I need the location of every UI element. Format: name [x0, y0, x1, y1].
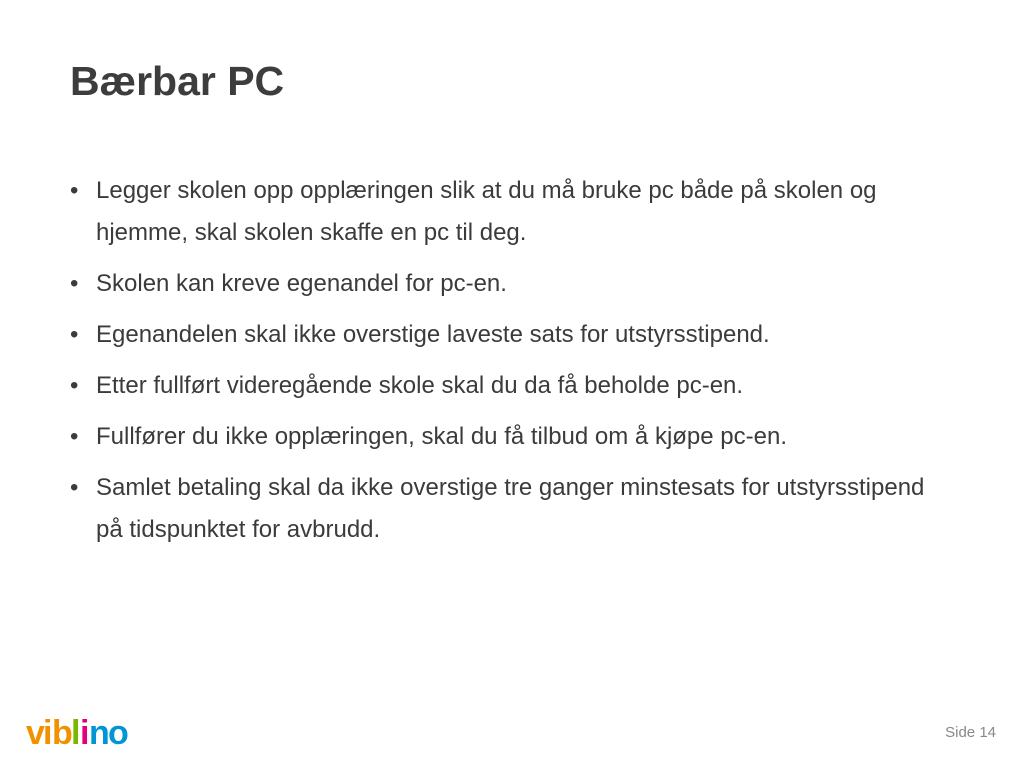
logo-letter: o	[108, 714, 129, 752]
logo-letter: i	[43, 714, 53, 752]
bullet-item	[70, 416, 950, 458]
bullet-marker: •	[70, 423, 79, 450]
bullet-text: Samlet betaling skal da ikke overstige tre ganger minstesats for utstyrsstipend på tidspunktet for avbrudd.	[96, 474, 925, 543]
bullet-marker: •	[70, 474, 79, 501]
bullet-item	[70, 314, 950, 356]
bullet-text: Etter fullført videregående skole skal du da få beholde pc-en.	[96, 372, 744, 399]
bullet-list	[70, 170, 950, 560]
viblino-logo-mark	[24, 708, 144, 752]
bullet-marker: •	[70, 177, 79, 204]
slide-title: Bærbar PC	[70, 58, 285, 104]
bullet-marker: •	[70, 321, 79, 348]
bullet-item	[70, 467, 950, 551]
viblino-logo	[24, 708, 144, 752]
logo-letter: v	[26, 714, 45, 752]
bullet-text: Fullfører du ikke opplæringen, skal du få tilbud om å kjøpe pc-en.	[96, 423, 787, 450]
logo-letter: l	[71, 714, 81, 752]
bullet-marker: •	[70, 372, 79, 399]
bullet-item	[70, 365, 950, 407]
logo-letter: n	[89, 714, 110, 752]
bullet-item	[70, 170, 950, 254]
logo-letter: b	[52, 714, 73, 752]
bullet-text: Egenandelen skal ikke overstige laveste sats for utstyrsstipend.	[96, 321, 770, 348]
bullet-text: Skolen kan kreve egenandel for pc-en.	[96, 270, 507, 297]
logo-letter: i	[80, 714, 90, 752]
bullet-item	[70, 263, 950, 305]
bullet-marker: •	[70, 270, 79, 297]
bullet-text: Legger skolen opp opplæringen slik at du må bruke pc både på skolen og hjemme, skal skolen skaffe en pc til deg.	[96, 177, 877, 246]
page-number: Side 14	[945, 724, 996, 741]
